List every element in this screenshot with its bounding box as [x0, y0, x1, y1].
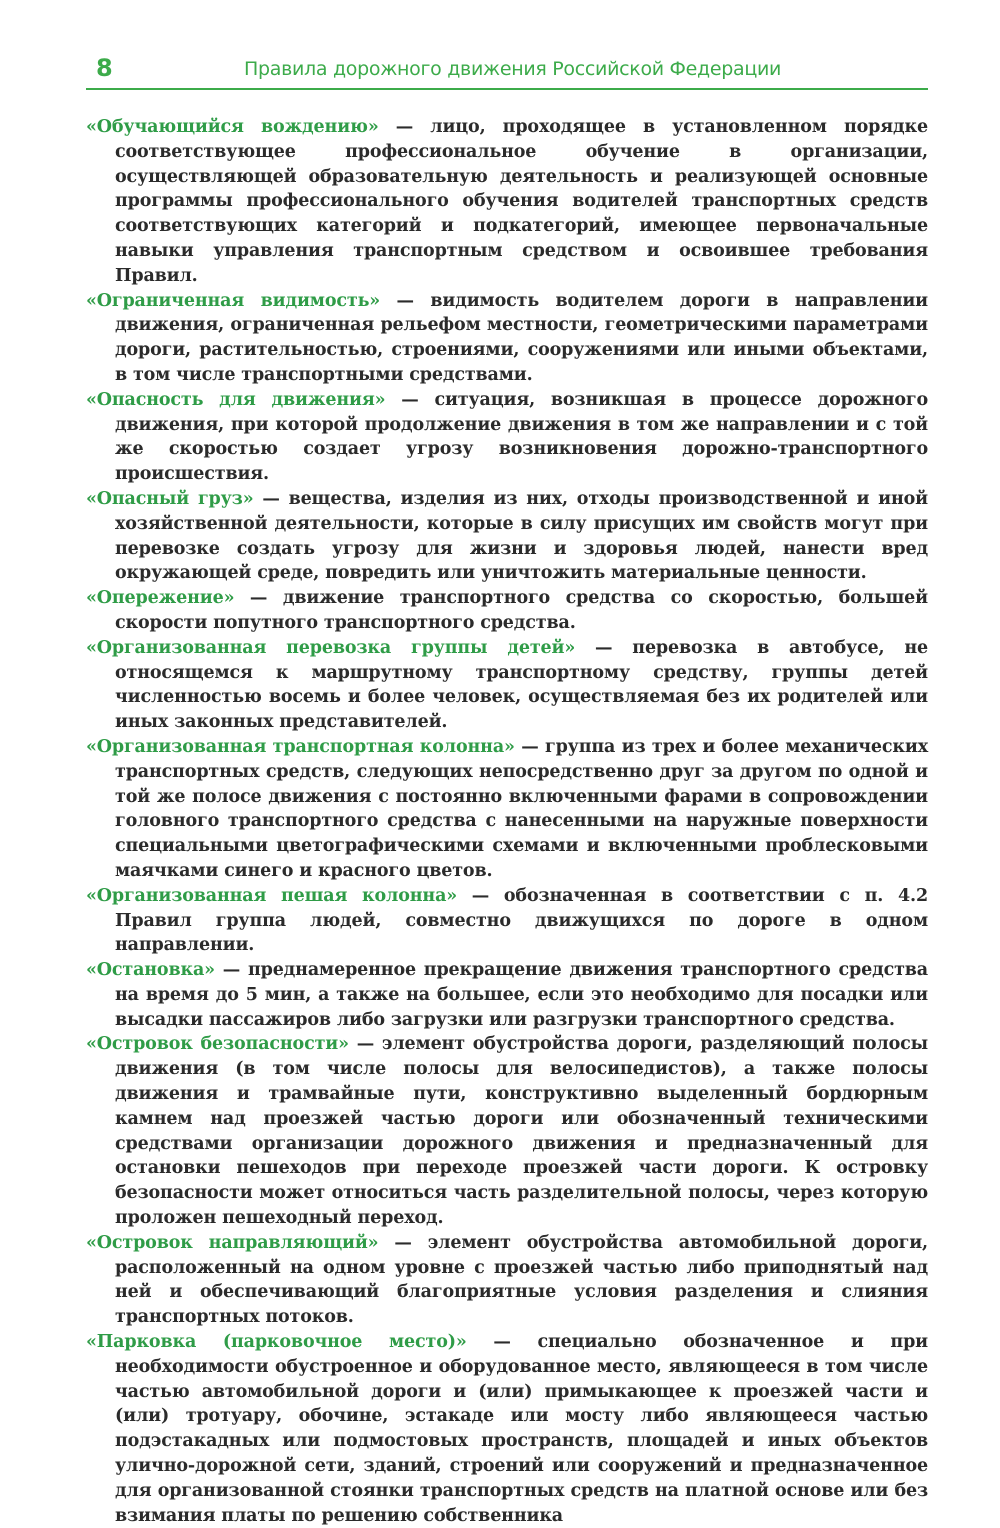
definition-text: — лицо, проходящее в установленном порядке соответствующее профессиональное обучение в организации, осуществляющей образовательную деятельность и реализующей основные программы профессионального обучения водителей транспортных средств соответствующих категорий и подкатегорий, имеющее первоначальные навыки управления транспортным средством и освоившее требования Правил.	[115, 117, 928, 286]
definition-entry	[86, 586, 928, 636]
definition-entry	[86, 1032, 928, 1230]
page-number: 8	[96, 54, 113, 82]
definition-text: — видимость водителем дороги в направлении движения, ограниченная рельефом местности, геометрическими параметрами дороги, растительностью, строениями, сооружениями или иными объектами, в том числе транспортными средствами.	[115, 290, 929, 385]
definition-text: — ситуация, возникшая в процессе дорожного движения, при которой продолжение движения в том же направлении и с той же скоростью создает угрозу возникновения дорожно-транспортного происшествия.	[115, 389, 929, 485]
term: «Остановка»	[86, 960, 215, 981]
term: «Организованная перевозка группы детей»	[86, 637, 576, 658]
definition-text: — движение транспортного средства со скоростью, большей скорости попутного транспортного средства.	[115, 588, 928, 633]
term: «Островок направляющий»	[86, 1232, 379, 1253]
term: «Организованная пешая колонна»	[86, 885, 458, 906]
definition-text: — перевозка в автобусе, не относящемся к маршрутному транспортному средству, группы детей численностью восемь и более человек, осуществляемая без их родителей или иных законных представителей.	[115, 637, 929, 733]
term: «Островок безопасности»	[86, 1034, 349, 1055]
running-title: Правила дорожного движения Российской Федерации	[244, 58, 782, 80]
definition-entry	[86, 884, 928, 958]
definition-entry	[86, 487, 928, 586]
term: «Ограниченная видимость»	[86, 290, 381, 311]
definition-text: — специально обозначенное и при необходимости обустроенное и оборудованное место, являющееся в том числе частью автомобильной дороги и (или) примыкающее к проезжей части и (или) тротуару, обочине, эстакаде или мосту либо являющееся частью подэстакадных или подмостовых пространств, площадей и иных объектов улично-дорожной сети, зданий, строений или сооружений и предназначенное для организованной стоянки транспортных средств на платной основе или без взимания платы по решению собственника	[115, 1332, 928, 1526]
page-header	[86, 48, 928, 90]
definition-entry	[86, 388, 928, 487]
definition-text: — преднамеренное прекращение движения транспортного средства на время до 5 мин, а также на большее, если это необходимо для посадки или высадки пассажиров либо загрузки или разгрузки транспортного средства.	[115, 960, 928, 1030]
definition-text: — обозначенная в соответствии с п. 4.2 Правил группа людей, совместно движущихся по дороге в одном направлении.	[115, 885, 928, 956]
term: «Организованная транспортная колонна»	[86, 736, 515, 757]
term: «Опасный груз»	[86, 488, 254, 509]
term: «Опасность для движения»	[86, 389, 386, 410]
definition-entry	[86, 1330, 928, 1528]
definition-entry	[86, 636, 928, 735]
definitions-list	[86, 115, 928, 1528]
definition-text: — элемент обустройства дороги, разделяющий полосы движения (в том числе полосы для велосипедистов), а также полосы движения и трамвайные пути, конструктивно выделенный бордюрным камнем над проезжей частью дороги или обозначенный техническими средствами организации дорожного движения и предназначенный для остановки пешеходов при переходе проезжей части дороги. К островку безопасности может относиться часть разделительной полосы, через которую проложен пешеходный переход.	[115, 1034, 928, 1229]
term: «Опережение»	[86, 588, 235, 609]
definition-entry	[86, 289, 928, 388]
definition-entry	[86, 958, 928, 1032]
definition-entry	[86, 735, 928, 884]
definition-entry	[86, 1231, 928, 1330]
definition-text: — группа из трех и более механических транспортных средств, следующих непосредственно друг за другом по одной и той же полосе движения с постоянно включенными фарами в сопровождении головного транспортного средства с нанесенными на наружные поверхности специальными цветографическими схемами и включенными проблесковыми маячками синего и красного цветов.	[115, 736, 928, 881]
definition-text: — вещества, изделия из них, отходы производственной и иной хозяйственной деятельности, которые в силу присущих им свойств могут при перевозке создать угрозу для жизни и здоровья людей, нанести вред окружающей среде, повредить или уничтожить материальные ценности.	[115, 488, 929, 584]
term: «Парковка (парковочное место)»	[86, 1332, 467, 1353]
term: «Обучающийся вождению»	[86, 117, 379, 137]
definition-text: — элемент обустройства автомобильной дороги, расположенный на одном уровне с проезжей частью либо приподнятый над ней и обеспечивающий благоприятные условия разделения и слияния транспортных потоков.	[115, 1232, 928, 1328]
definition-entry	[86, 115, 928, 289]
